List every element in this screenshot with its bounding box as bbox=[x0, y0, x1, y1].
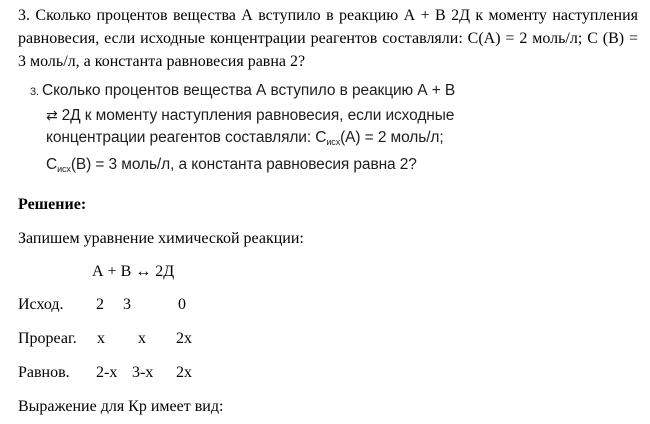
row-value-b: 3 bbox=[123, 296, 131, 313]
scan-line-3-text: концентрации реагентов составляли: С bbox=[46, 129, 327, 146]
row-label: Прореаг. bbox=[18, 330, 77, 347]
row-value-d: 0 bbox=[178, 296, 186, 313]
row-label: Исход. bbox=[18, 296, 64, 313]
scan-line-1 bbox=[30, 80, 510, 104]
scan-problem-number: 3. bbox=[30, 86, 39, 98]
row-value-d: 2х bbox=[176, 364, 192, 381]
row-value-d: 2х bbox=[176, 330, 192, 347]
row-value-b: х bbox=[138, 330, 146, 347]
row-value-b: 3-х bbox=[132, 364, 154, 381]
scan-line-3 bbox=[30, 127, 510, 154]
reaction-equation: А + В ↔ 2Д bbox=[92, 263, 175, 280]
scan-line-2-text: 2Д к моменту наступления равновесия, если исходные bbox=[61, 106, 455, 124]
row-value-a: 2 bbox=[96, 296, 104, 313]
solution-heading: Решение: bbox=[18, 196, 87, 213]
scanned-problem-image bbox=[30, 80, 510, 180]
row-value-a: 2-х bbox=[96, 364, 118, 381]
scan-subscript: исх bbox=[57, 163, 71, 174]
row-value-a: х bbox=[97, 330, 105, 347]
scan-line-2 bbox=[30, 104, 510, 128]
equilibrium-arrow-icon: ⇄ bbox=[46, 106, 58, 123]
scan-line-4 bbox=[30, 154, 510, 181]
problem-text: 3. Сколько процентов вещества А вступило в реакцию А + В 2Д к моменту наступления равновесия, если исходные концентрации реагентов составляли: С(А) = 2 моль/л; С (В) = 3 моль/л, а константа равновесия равна 2? bbox=[18, 7, 638, 70]
problem-statement bbox=[18, 4, 638, 73]
solution-intro: Запишем уравнение химической реакции: bbox=[18, 230, 304, 247]
scan-line-4-value: (В) = 3 моль/л, а константа равновесия равна 2? bbox=[70, 155, 417, 173]
row-label: Равнов. bbox=[18, 364, 70, 381]
scan-line-1-text: Сколько процентов вещества А вступило в реакцию А + В bbox=[41, 82, 456, 99]
scan-line-3-value: (А) = 2 моль/л; bbox=[340, 129, 444, 146]
scan-subscript: исх bbox=[326, 137, 341, 147]
scan-line-4-text: С bbox=[46, 155, 58, 173]
kp-expression-text: Выражение для Кр имеет вид: bbox=[18, 398, 224, 415]
